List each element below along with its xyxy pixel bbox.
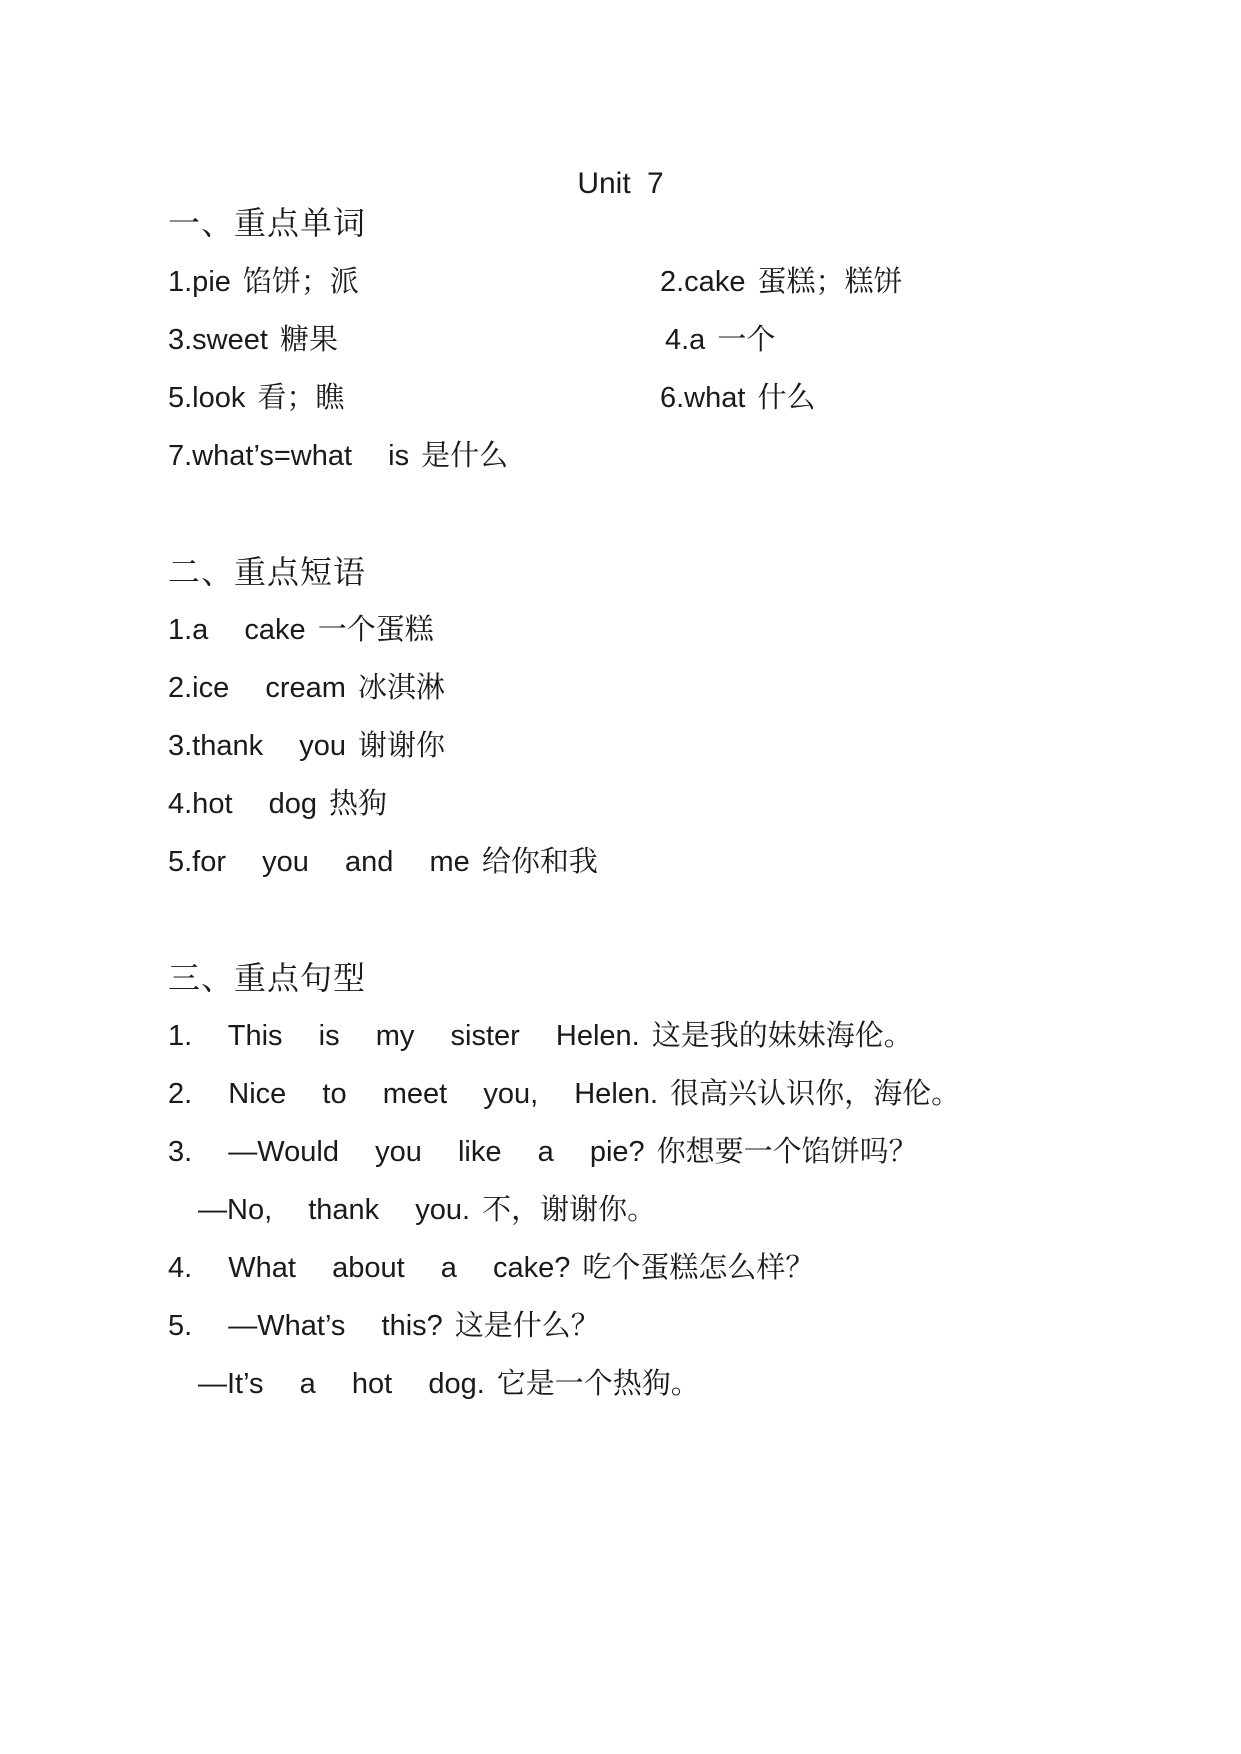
word-en: 2.cake [660,266,746,298]
word-item [168,261,359,302]
sentence-item [168,1131,918,1172]
phrase-item [168,725,445,766]
sentence-zh: 它是一个热狗。 [496,1366,700,1400]
word-item [665,319,775,360]
word-item [168,377,344,418]
sentence-en: —It’s a hot dog. [198,1368,485,1400]
section-heading-phrases: 二、重点短语 [168,554,367,590]
sentence-zh: 不，谢谢你。 [482,1192,657,1226]
phrase-item [168,783,387,824]
phrase-en: 4.hot dog [168,788,317,820]
phrase-en: 5.for you and me [168,846,470,878]
word-zh: 馅饼；派 [242,264,359,298]
section-heading-sentences: 三、重点句型 [168,960,367,996]
word-en: 3.sweet [168,324,268,356]
sentence-en: 4. What about a cake? [168,1252,571,1284]
word-en: 4.a [665,324,706,356]
word-item [660,261,902,302]
sentence-zh: 这是什么？ [454,1308,600,1342]
sentence-zh: 这是我的妹妹海伦。 [651,1018,913,1052]
phrase-zh: 热狗 [329,786,388,820]
sentence-en: —No, thank you. [198,1194,471,1226]
sentence-item [168,1305,600,1346]
word-item [660,377,815,418]
word-zh: 糖果 [279,322,338,356]
phrase-item [168,667,445,708]
word-en: 7.what’s=what is [168,440,410,472]
sentence-item [168,1073,960,1114]
sentence-item [168,1247,814,1288]
sentence-zh: 很高兴认识你，海伦。 [670,1076,961,1110]
phrase-zh: 一个蛋糕 [317,612,434,646]
sentence-zh: 吃个蛋糕怎么样？ [582,1250,815,1284]
phrase-item [168,609,434,650]
sentence-en: 1. This is my sister Helen. [168,1020,640,1052]
word-item [168,435,508,476]
word-zh: 是什么 [421,438,509,472]
sentence-en: 5. —What’s this? [168,1310,443,1342]
sentence-en: 2. Nice to meet you, Helen. [168,1078,659,1110]
phrase-zh: 给你和我 [481,844,598,878]
word-item [168,319,338,360]
phrase-zh: 谢谢你 [358,728,446,762]
word-zh: 什么 [757,380,816,414]
page-title: Unit 7 [577,167,664,200]
word-zh: 一个 [717,322,776,356]
word-zh: 看；瞧 [257,380,345,414]
phrase-en: 1.a cake [168,614,306,646]
sentence-en: 3. —Would you like a pie? [168,1136,645,1168]
word-en: 5.look [168,382,246,414]
sentence-item [198,1189,656,1230]
section-heading-words: 一、重点单词 [168,205,367,241]
phrase-zh: 冰淇淋 [357,670,445,704]
phrase-en: 3.thank you [168,730,346,762]
sentence-item [168,1015,913,1056]
phrase-en: 2.ice cream [168,672,346,704]
word-zh: 蛋糕；糕饼 [757,264,903,298]
sentence-item [198,1363,700,1404]
word-en: 6.what [660,382,746,414]
phrase-item [168,841,598,882]
word-en: 1.pie [168,266,231,298]
sentence-zh: 你想要一个馅饼吗？ [656,1134,918,1168]
